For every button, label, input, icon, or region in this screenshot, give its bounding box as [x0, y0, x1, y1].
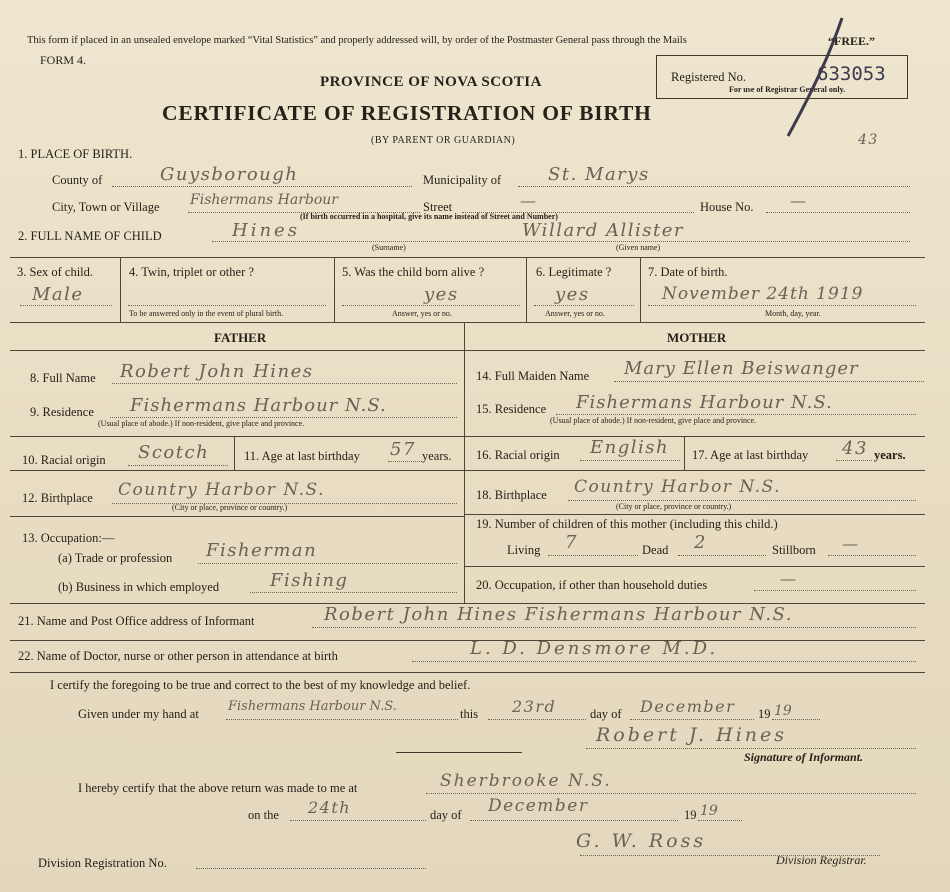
- twin-line: [128, 305, 326, 306]
- section-rule: [10, 640, 925, 641]
- living-value: 7: [565, 532, 578, 553]
- given-place-line: [226, 719, 458, 720]
- given-day-value: 23rd: [512, 697, 557, 716]
- twin-note: To be answered only in the event of plural birth.: [129, 309, 284, 318]
- division-registrar-caption: Division Registrar.: [776, 853, 867, 867]
- section-rule: [10, 672, 925, 673]
- mother-occupation-line: [754, 590, 916, 591]
- short-rule: [396, 752, 522, 753]
- signature-caption: Signature of Informant.: [744, 750, 864, 764]
- stillborn-label: Stillborn: [772, 543, 816, 557]
- dob-note: Month, day, year.: [765, 309, 821, 318]
- mother-racial-line: [580, 460, 680, 461]
- dead-value: 2: [694, 532, 707, 553]
- mother-residence-note: (Usual place of abode.) If non-resident, give place and province.: [550, 416, 757, 425]
- father-residence-line: [110, 417, 457, 418]
- free-label: “FREE.”: [828, 34, 876, 48]
- province-heading: PROVINCE OF NOVA SCOTIA: [320, 74, 542, 90]
- registrar-day-of-label: day of: [430, 808, 462, 822]
- this-label: this: [460, 707, 479, 721]
- father-name-line: [112, 383, 457, 384]
- hospital-note: (If birth occurred in a hospital, give its name instead of Street and Number): [300, 212, 558, 221]
- twin-label: 4. Twin, triplet or other ?: [129, 265, 254, 279]
- mother-row-rule: [464, 514, 925, 515]
- mother-birthplace-value: Country Harbor N.S.: [574, 477, 781, 497]
- father-birthplace-label: 12. Birthplace: [22, 491, 93, 505]
- registrar-year-line: [698, 820, 742, 821]
- sex-label: 3. Sex of child.: [17, 265, 94, 279]
- registrar-place-line: [426, 793, 916, 794]
- dob-line: [648, 305, 916, 306]
- house-value: —: [790, 191, 808, 210]
- father-birthplace-value: Country Harbor N.S.: [118, 480, 325, 500]
- doctor-line: [412, 661, 916, 662]
- mail-notice: This form if placed in an unsealed envelope marked “Vital Statistics” and properly addressed will, by order of the Postmaster General pass through the Mails: [27, 35, 687, 46]
- children-label: 19. Number of children of this mother (including this child.): [476, 517, 778, 531]
- trade-value: Fisherman: [206, 540, 318, 561]
- father-racial-line: [128, 465, 228, 466]
- mother-heading: MOTHER: [667, 330, 727, 345]
- mother-age-line: [836, 460, 872, 461]
- divider: [334, 257, 335, 322]
- mother-racial-value: English: [590, 437, 670, 458]
- corner-mark: 43: [858, 132, 879, 148]
- dead-label: Dead: [642, 543, 669, 557]
- registrar-year-prefix: 19: [684, 808, 697, 822]
- mother-row-rule: [464, 566, 925, 567]
- father-name-value: Robert John Hines: [120, 361, 314, 382]
- alive-label: 5. Was the child born alive ?: [342, 265, 485, 279]
- living-line: [548, 555, 638, 556]
- county-value: Guysborough: [160, 164, 299, 185]
- street-label: Street: [423, 200, 453, 214]
- registrar-signature: G. W. Ross: [576, 830, 707, 852]
- father-row-rule: [10, 436, 464, 437]
- father-racial-value: Scotch: [138, 442, 210, 463]
- divider: [526, 257, 527, 322]
- informant-signature: Robert J. Hines: [596, 724, 788, 746]
- form-number: FORM 4.: [40, 53, 87, 67]
- informant-value: Robert John Hines Fishermans Harbour N.S.: [324, 604, 793, 625]
- page-subtitle: (BY PARENT OR GUARDIAN): [371, 135, 516, 146]
- informant-label: 21. Name and Post Office address of Informant: [18, 614, 255, 628]
- pen-stroke-mark: [780, 14, 850, 139]
- division-number-label: Division Registration No.: [38, 856, 167, 870]
- child-given-value: Willard Allister: [522, 220, 685, 241]
- legitimate-line: [534, 305, 634, 306]
- registered-number-value: 633053: [817, 63, 886, 85]
- mother-residence-label: 15. Residence: [476, 402, 547, 416]
- occupation-label: 13. Occupation:—: [22, 531, 115, 545]
- mother-name-value: Mary Ellen Beiswanger: [624, 358, 859, 379]
- living-label: Living: [507, 543, 541, 557]
- alive-line: [342, 305, 520, 306]
- child-surname-value: Hines: [232, 220, 300, 241]
- trade-label: (a) Trade or profession: [58, 551, 173, 565]
- given-day-line: [488, 719, 586, 720]
- table-row-rule: [10, 322, 925, 323]
- division-number-line: [196, 868, 426, 869]
- trade-line: [198, 563, 457, 564]
- alive-value: yes: [424, 284, 459, 305]
- father-name-label: 8. Full Name: [30, 371, 96, 385]
- father-birthplace-note: (City or place, province or country.): [172, 503, 288, 512]
- mother-years-label: years.: [874, 448, 906, 462]
- given-year-suffix: 19: [774, 703, 792, 719]
- given-caption: (Given name): [616, 243, 661, 252]
- sex-line: [20, 305, 112, 306]
- divider: [234, 436, 235, 470]
- mother-birthplace-note: (City or place, province or country.): [616, 502, 732, 511]
- mother-residence-value: Fishermans Harbour N.S.: [576, 392, 833, 413]
- sex-value: Male: [32, 284, 84, 305]
- county-label: County of: [52, 173, 103, 187]
- registrar-month-value: December: [488, 796, 589, 816]
- alive-note: Answer, yes or no.: [392, 309, 452, 318]
- given-month-value: December: [640, 697, 736, 716]
- given-day-of-label: day of: [590, 707, 622, 721]
- legitimate-note: Answer, yes or no.: [545, 309, 605, 318]
- divider: [684, 436, 685, 470]
- given-place-value: Fishermans Harbour N.S.: [228, 699, 397, 714]
- mother-row-rule: [464, 436, 925, 437]
- business-value: Fishing: [270, 570, 349, 591]
- table-top-rule: [10, 257, 925, 258]
- mother-occupation-label: 20. Occupation, if other than household duties: [476, 578, 708, 592]
- parents-rule: [10, 350, 925, 351]
- father-row-rule: [10, 470, 464, 471]
- stillborn-value: —: [842, 534, 860, 553]
- surname-caption: (Surname): [372, 243, 406, 252]
- father-years-label: years.: [422, 449, 452, 463]
- registrar-place-value: Sherbrooke N.S.: [440, 771, 612, 791]
- father-residence-label: 9. Residence: [30, 405, 94, 419]
- mother-occupation-value: —: [780, 569, 798, 588]
- page-title: CERTIFICATE OF REGISTRATION OF BIRTH: [162, 101, 652, 125]
- divider: [640, 257, 641, 322]
- parents-divider: [464, 322, 465, 603]
- informant-signature-line: [586, 748, 916, 749]
- mother-name-line: [614, 381, 924, 382]
- municipality-value: St. Marys: [548, 164, 650, 185]
- registrar-day-value: 24th: [308, 798, 352, 817]
- given-label: Given under my hand at: [78, 707, 199, 721]
- dob-value: November 24th 1919: [662, 284, 864, 304]
- mother-row-rule: [464, 470, 925, 471]
- dob-label: 7. Date of birth.: [648, 265, 728, 279]
- registered-number-label: Registered No.: [671, 70, 746, 84]
- divider: [120, 257, 121, 322]
- registrar-day-line: [290, 820, 426, 821]
- doctor-label: 22. Name of Doctor, nurse or other person in attendance at birth: [18, 649, 338, 663]
- father-residence-value: Fishermans Harbour N.S.: [130, 395, 387, 416]
- registrar-on-label: on the: [248, 808, 279, 822]
- mother-name-label: 14. Full Maiden Name: [476, 369, 590, 383]
- legitimate-value: yes: [555, 284, 590, 305]
- city-label: City, Town or Village: [52, 200, 160, 214]
- mother-age-label: 17. Age at last birthday: [692, 448, 809, 462]
- mother-age-value: 43: [842, 438, 868, 459]
- mother-birthplace-line: [568, 500, 916, 501]
- father-age-label: 11. Age at last birthday: [244, 449, 360, 463]
- doctor-value: L. D. Densmore M.D.: [470, 638, 719, 659]
- municipality-label: Municipality of: [423, 173, 502, 187]
- certify-statement: I certify the foregoing to be true and correct to the best of my knowledge and belief.: [50, 678, 471, 692]
- given-year-prefix: 19: [758, 707, 771, 721]
- registrar-statement: I hereby certify that the above return was made to me at: [78, 781, 358, 795]
- dead-line: [678, 555, 766, 556]
- registrar-month-line: [470, 820, 678, 821]
- father-residence-note: (Usual place of abode.) If non-resident, give place and province.: [98, 419, 305, 428]
- house-line: [766, 212, 910, 213]
- house-label: House No.: [700, 200, 754, 214]
- mother-residence-line: [556, 414, 916, 415]
- stillborn-line: [828, 555, 916, 556]
- street-value: —: [520, 191, 538, 210]
- mother-racial-label: 16. Racial origin: [476, 448, 560, 462]
- registrar-year-suffix: 19: [700, 803, 718, 819]
- given-year-line: [772, 719, 820, 720]
- father-age-line: [388, 461, 422, 462]
- municipality-line: [518, 186, 910, 187]
- father-racial-label: 10. Racial origin: [22, 453, 106, 467]
- registrar-use-note: For use of Registrar General only.: [729, 85, 846, 94]
- child-name-label: 2. FULL NAME OF CHILD: [18, 229, 162, 243]
- business-label: (b) Business in which employed: [58, 580, 220, 594]
- father-heading: FATHER: [214, 330, 267, 345]
- county-line: [112, 186, 412, 187]
- legitimate-label: 6. Legitimate ?: [536, 265, 612, 279]
- father-age-value: 57: [390, 439, 416, 460]
- place-of-birth-heading: 1. PLACE OF BIRTH.: [18, 147, 133, 161]
- mother-birthplace-label: 18. Birthplace: [476, 488, 547, 502]
- father-row-rule: [10, 516, 464, 517]
- business-line: [250, 592, 457, 593]
- city-value: Fishermans Harbour: [190, 192, 338, 208]
- informant-line: [312, 627, 916, 628]
- child-name-line: [212, 241, 910, 242]
- given-month-line: [630, 719, 754, 720]
